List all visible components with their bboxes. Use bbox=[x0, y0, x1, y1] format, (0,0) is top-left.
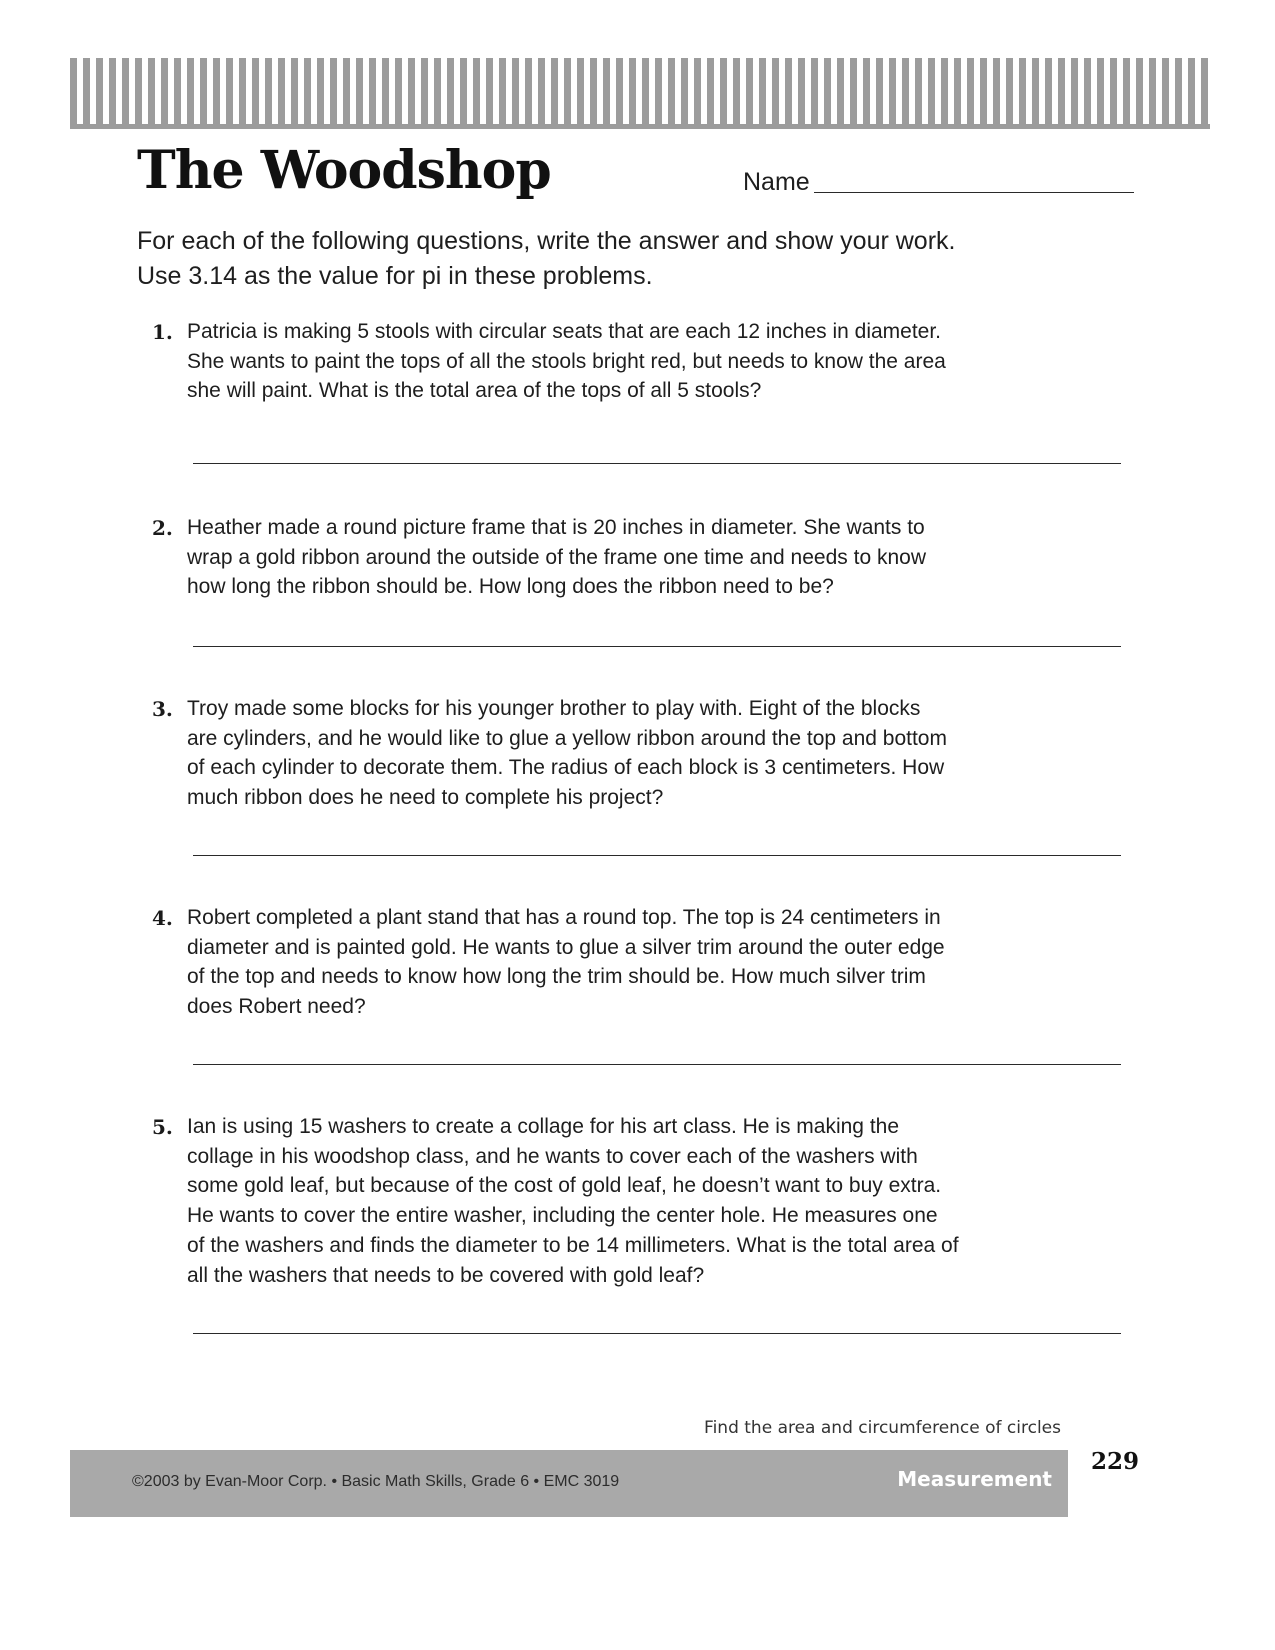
question-line: wrap a gold ribbon around the outside of the frame one time and needs to know bbox=[187, 545, 926, 569]
name-field bbox=[743, 168, 1134, 196]
question-line: He wants to cover the entire washer, including the center hole. He measures one bbox=[187, 1204, 938, 1228]
question-number: 3. bbox=[152, 697, 173, 721]
question-line: how long the ribbon should be. How long does the ribbon need to be? bbox=[187, 575, 834, 599]
instruction-line: For each of the following questions, write the answer and show your work. bbox=[137, 227, 956, 255]
question-line: much ribbon does he need to complete his project? bbox=[187, 786, 664, 810]
question-text bbox=[187, 317, 1047, 406]
answer-line-1[interactable] bbox=[193, 463, 1121, 464]
question-text bbox=[187, 513, 1047, 602]
question-line: Ian is using 15 washers to create a collage for his art class. He is making the bbox=[187, 1115, 900, 1138]
question-text bbox=[187, 694, 1047, 813]
question-number: 4. bbox=[152, 906, 173, 930]
question-line: Heather made a round picture frame that is 20 inches in diameter. She wants to bbox=[187, 516, 925, 539]
worksheet-title: The Woodshop bbox=[137, 140, 551, 201]
answer-line-2[interactable] bbox=[193, 646, 1121, 647]
header-stripe-band bbox=[70, 58, 1210, 126]
question-line: of each cylinder to decorate them. The radius of each block is 3 centimeters. How bbox=[187, 756, 945, 780]
question-line: collage in his woodshop class, and he wants to cover each of the washers with bbox=[187, 1144, 918, 1168]
question-line: some gold leaf, but because of the cost of gold leaf, he doesn’t want to buy extra. bbox=[187, 1174, 942, 1198]
question-number: 5. bbox=[152, 1115, 173, 1139]
question-text bbox=[187, 1112, 1047, 1290]
footer-bar bbox=[70, 1450, 1068, 1517]
question-line: diameter and is painted gold. He wants to glue a silver trim around the outer edge bbox=[187, 935, 945, 959]
answer-line-4[interactable] bbox=[193, 1064, 1121, 1065]
question-number: 1. bbox=[152, 320, 173, 344]
question-line: Robert completed a plant stand that has a round top. The top is 24 centimeters in bbox=[187, 906, 941, 929]
header-stripe-rule bbox=[70, 124, 1210, 129]
question-number: 2. bbox=[152, 516, 173, 540]
instructions bbox=[137, 224, 1137, 294]
question-line: does Robert need? bbox=[187, 995, 366, 1019]
question-line: She wants to paint the tops of all the stools bright red, but needs to know the area bbox=[187, 349, 946, 373]
answer-line-3[interactable] bbox=[193, 855, 1121, 856]
skill-caption: Find the area and circumference of circles bbox=[704, 1418, 1061, 1438]
answer-line-5[interactable] bbox=[193, 1333, 1121, 1334]
question-line: are cylinders, and he would like to glue a yellow ribbon around the top and bottom bbox=[187, 726, 947, 750]
question-line: Patricia is making 5 stools with circular seats that are each 12 inches in diameter. bbox=[187, 320, 942, 343]
question-line: she will paint. What is the total area of the tops of all 5 stools? bbox=[187, 379, 762, 403]
instruction-line: Use 3.14 as the value for pi in these problems. bbox=[137, 262, 653, 290]
question-line: of the washers and finds the diameter to be 14 millimeters. What is the total area of bbox=[187, 1233, 959, 1257]
question-line: all the washers that needs to be covered with gold leaf? bbox=[187, 1263, 705, 1287]
question-line: of the top and needs to know how long the trim should be. How much silver trim bbox=[187, 965, 926, 989]
section-label: Measurement bbox=[897, 1467, 1052, 1491]
question-text bbox=[187, 903, 1047, 1022]
name-label: Name bbox=[743, 168, 810, 196]
question-line: Troy made some blocks for his younger brother to play with. Eight of the blocks bbox=[187, 697, 921, 720]
copyright-text: ©2003 by Evan-Moor Corp. • Basic Math Skills, Grade 6 • EMC 3019 bbox=[132, 1473, 620, 1490]
page-number: 229 bbox=[1091, 1448, 1140, 1475]
name-write-line[interactable] bbox=[814, 188, 1134, 193]
